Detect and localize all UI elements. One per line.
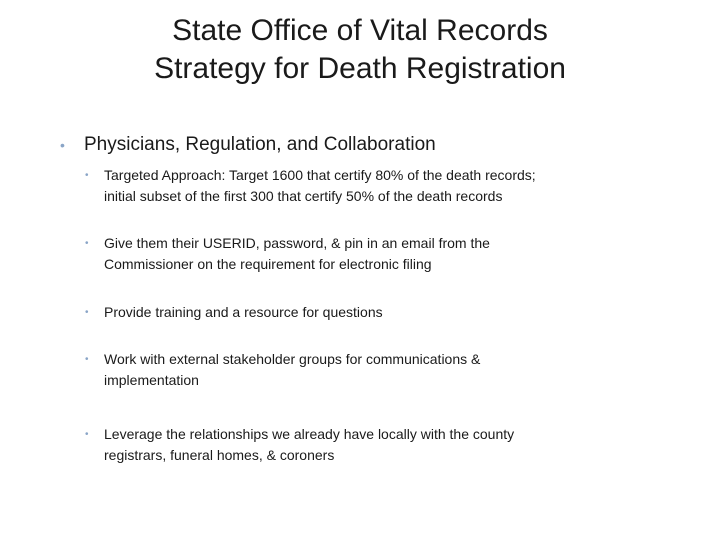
bullet-icon: • [85, 170, 89, 181]
sub-bullet-text [104, 302, 664, 323]
bullet-icon: • [85, 429, 89, 440]
slide-title [60, 12, 660, 88]
sub-bullet-line-2: initial subset of the first 300 that certify 50% of the death records [104, 188, 503, 204]
title-line-2: Strategy for Death Registration [154, 52, 566, 85]
bullet-icon: • [85, 354, 89, 365]
sub-bullet-line-2: Commissioner on the requirement for electronic filing [104, 256, 432, 272]
sub-bullet-line-1: Leverage the relationships we already have locally with the county [104, 426, 515, 442]
sub-bullet-line-1: Provide training and a resource for questions [104, 304, 383, 320]
sub-bullet-line-1: Give them their USERID, password, & pin in an email from the [104, 235, 490, 251]
sub-bullet-line-2: registrars, funeral homes, & coroners [104, 447, 335, 463]
sub-bullet-line-1: Targeted Approach: Target 1600 that certify 80% of the death records; [104, 167, 536, 183]
bullet-icon: • [60, 137, 65, 153]
bullet-icon: • [85, 307, 89, 318]
sub-bullet-line-1: Work with external stakeholder groups for communications & [104, 351, 481, 367]
main-bullet-text: Physicians, Regulation, and Collaboration [84, 134, 436, 155]
sub-bullet-text [104, 349, 664, 391]
sub-bullet-text [104, 424, 664, 466]
sub-bullet-text [104, 165, 664, 207]
bullet-icon: • [85, 238, 89, 249]
sub-bullet-text [104, 233, 664, 275]
title-line-1: State Office of Vital Records [172, 14, 548, 47]
sub-bullet-line-2: implementation [104, 372, 199, 388]
